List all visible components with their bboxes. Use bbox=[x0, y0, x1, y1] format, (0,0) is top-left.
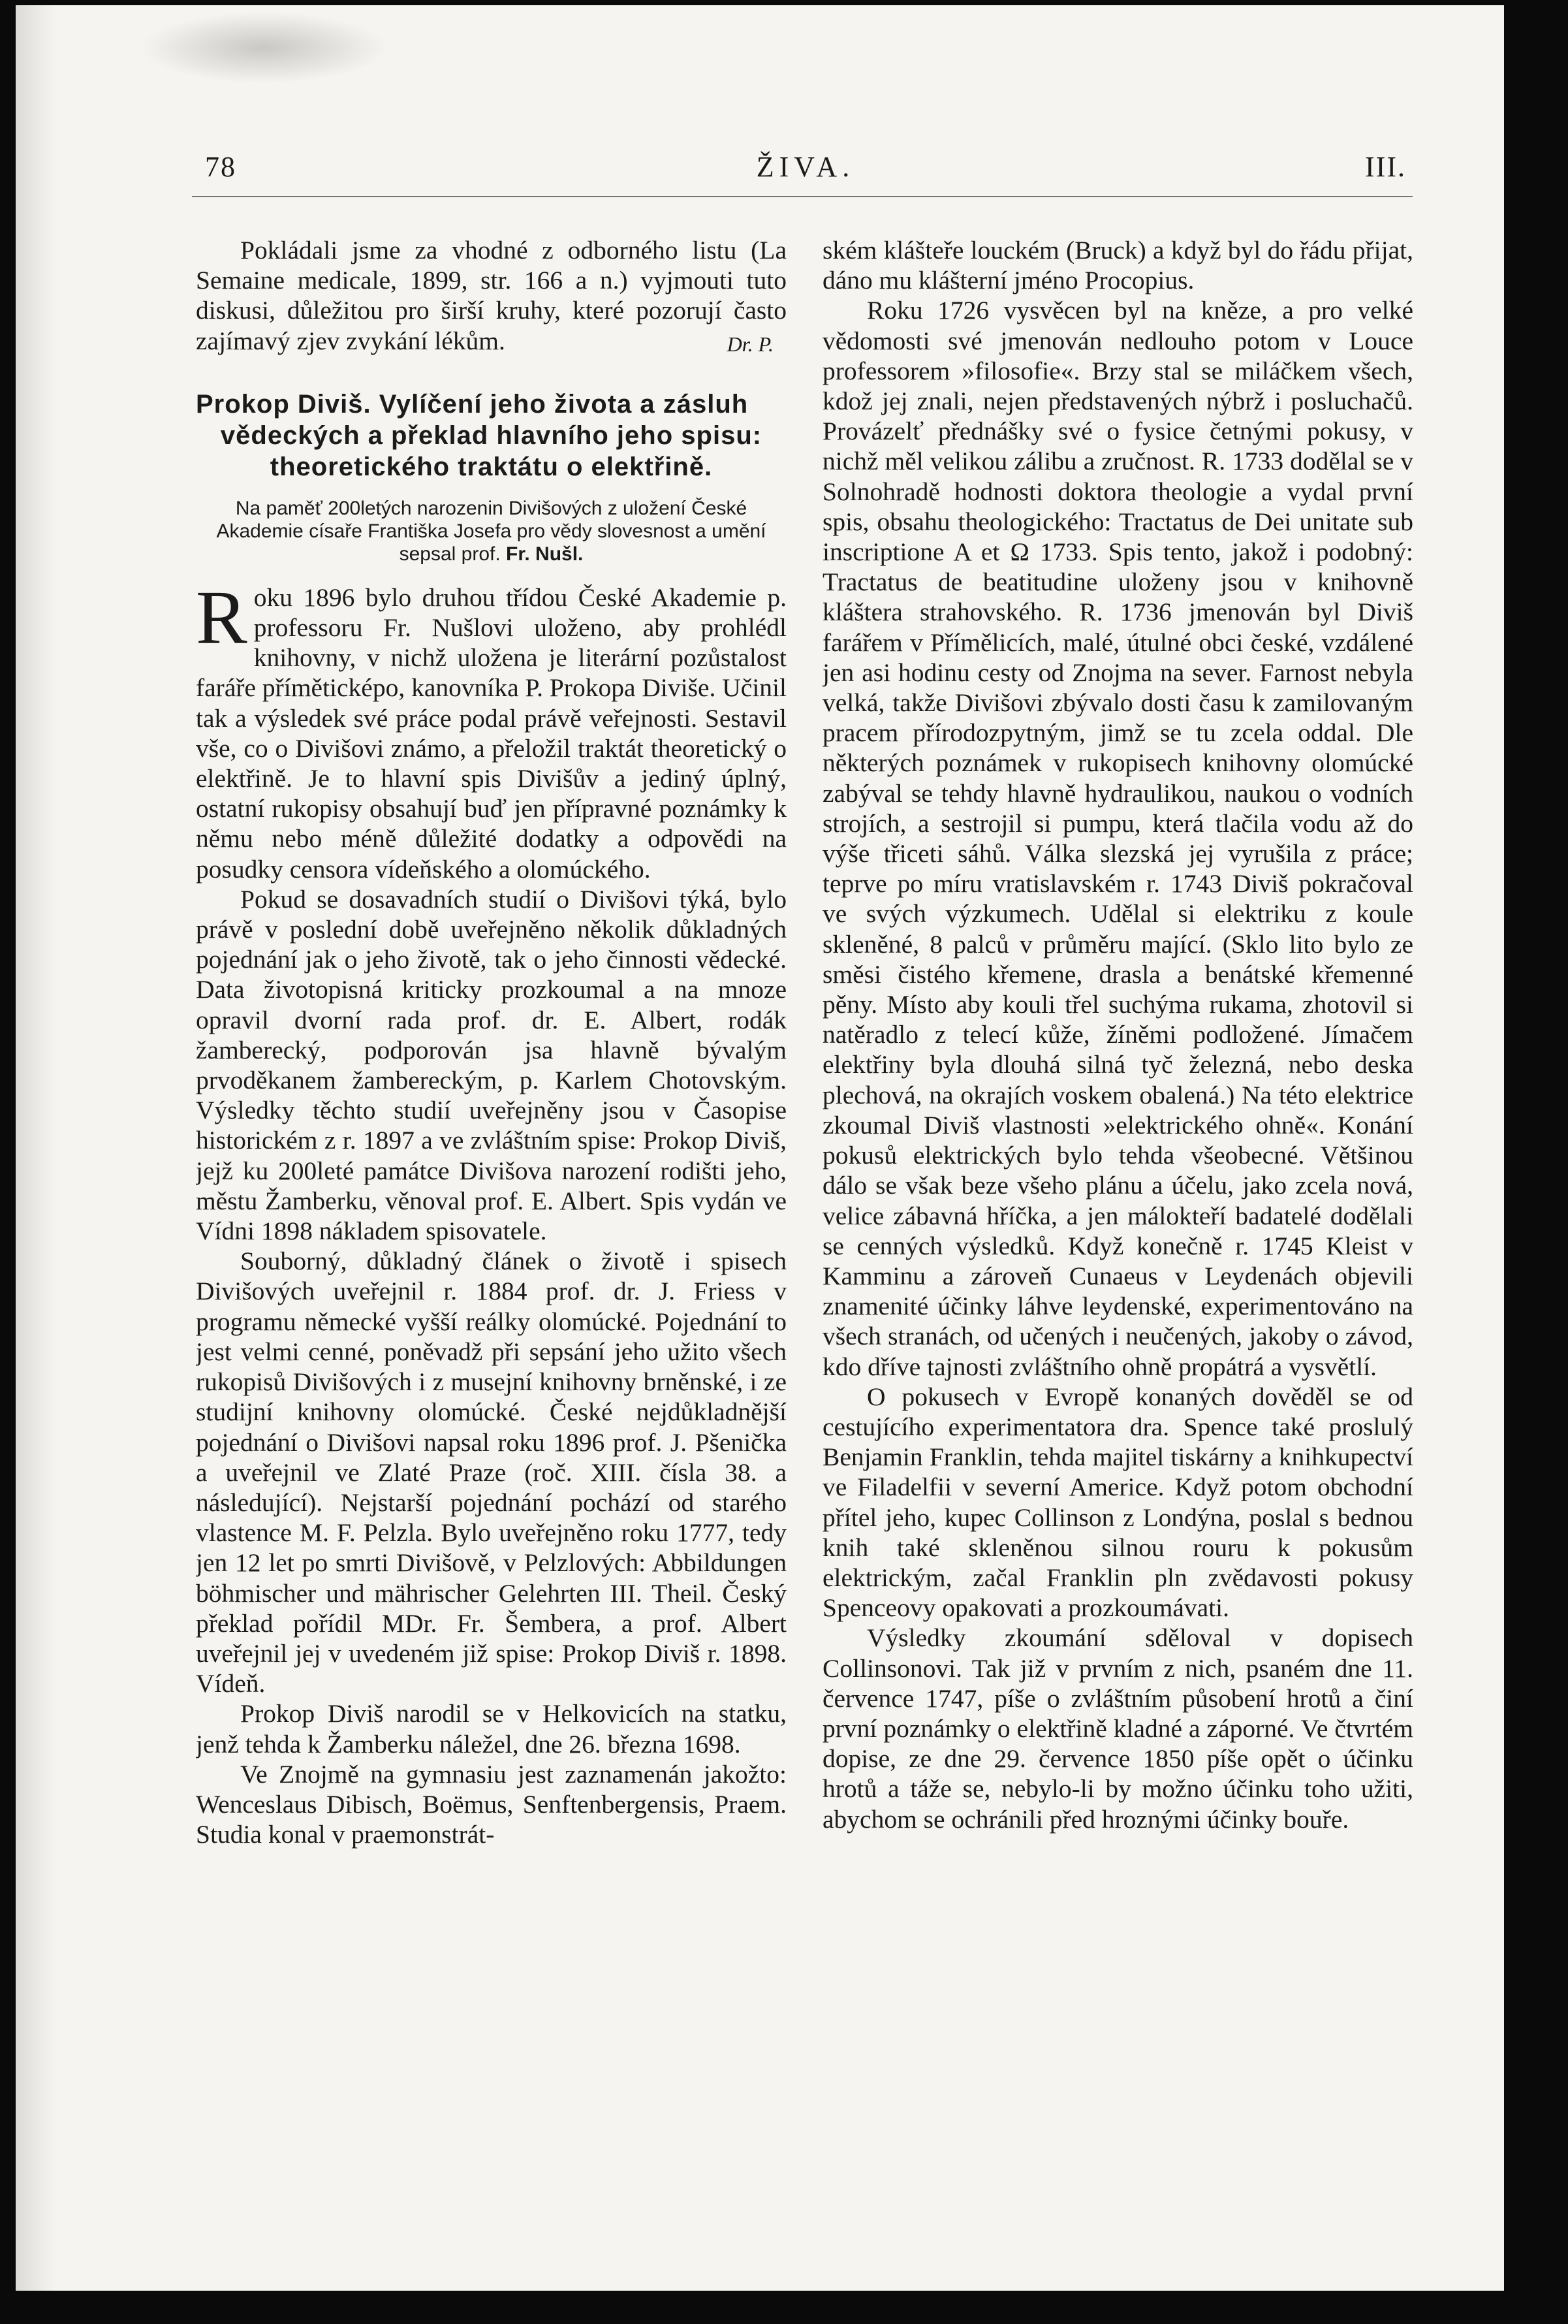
paragraph: Ve Znojmě na gymnasiu jest zaznamenán jakožto: Wenceslaus Dibisch, Boëmus, Senftenbergensis, Praem. Studia konal v praemonstrát- bbox=[196, 1759, 787, 1849]
right-column bbox=[823, 235, 1413, 2090]
drop-cap: R bbox=[196, 574, 247, 660]
header-rule bbox=[192, 196, 1413, 197]
article-title-line: theoretického traktátu o elektřině. bbox=[270, 452, 713, 481]
scan-edge-shadow bbox=[16, 5, 55, 2291]
scan-smudge bbox=[140, 12, 388, 84]
journal-title: ŽIVA. bbox=[756, 151, 855, 183]
article-title-line: vědeckých a překlad hlavního jeho spisu: bbox=[220, 421, 762, 450]
page-number: 78 bbox=[205, 151, 236, 183]
running-header bbox=[205, 150, 1406, 196]
paragraph: Pokud se dosavadních studií o Divišovi týká, bylo právě v poslední době uveřejněno několik důkladných pojednání jak o jeho životě, tak o jeho činnosti vědecké. Data životopisná kriticky prozkoumal a na mnoze opravil dvorní rada prof. dr. E. Albert, rodák žamberecký, podporován jsa hlavně bývalým prvoděkanem žambereckým, p. Karlem Chotovským. Výsledky těchto studií uveřejněny jsou v Časopise historickém z r. 1897 a ve zvláštním spise: Prokop Diviš, jejž ku 200leté památce Divišova narození rodišti jeho, městu Žamberku, věnoval prof. E. Albert. Spis vydán ve Vídni 1898 nákladem spisovatele. bbox=[196, 884, 787, 1246]
intro-signature: Dr. P. bbox=[727, 332, 774, 356]
paragraph: Roku 1726 vysvěcen byl na kněze, a pro velké vědomosti své jmenován nedlouho potom v Louce professorem »filosofie«. Brzy stal se miláčkem všech, kdož jej znali, nejen představených nýbrž i posluchačů. Provázelť přednášky své o fysice četnými pokusy, v nichž měl velikou zálibu a zručnost. R. 1733 dodělal se v Solnohradě hodnosti doktora theologie a vydal první spis, obsahu theologického: Tractatus de Dei unitate sub inscriptione A et Ω 1733. Spis tento, jakož i podobný: Tractatus de beatitudine uloženy jsou v knihovně kláštera strahovského. R. 1736 jmenován byl Diviš farářem v Přímělicích, malé, útulné obci české, vzdálené jen asi hodinu cesty od Znojma na sever. Farnost nebyla velká, takže Divišovi zbývalo dosti času k zamilovaným pracem přírodozpytným, jimž se tu zcela oddal. Dle některých poznámek v rukopisech knihovny olomúcké zabýval se tehdy hlavně hydraulikou, naukou o vodních strojích, a sestrojil si pumpu, která tlačila vodu až do výše třiceti sáhů. Válka slezská jej vyrušila z práce; teprve po míru vratislavském r. 1743 Diviš pokračoval ve svých výzkumech. Udělal si elektriku z koule skleněné, 8 palců v průměru mající. (Sklo lito bylo ze směsi čistého křemene, drasla a benátské křemenné pěny. Místo aby kouli třel suchýma rukama, zhotovil si natěradlo z telecí kůže, žíněmi podložené. Jímačem elektřiny byla dlouhá silná tyč železná, nebo deska plechová, na okrajích voskem obalená.) Na této elektrice zkoumal Diviš vlastnosti »elektrického ohně«. Konání pokusů elektrických bylo tehda všeobecné. Většinou dálo se však beze všeho plánu a účelu, jako zcela nová, velice zábavná hříčka, a jen málokteří badatelé dodělali se cenných výsledků. Když konečně r. 1745 Kleist v Kamminu a zároveň Cunaeus v Leydenách objevili znamenité účinky láhve leydenské, experimentováno na všech stranách, od učených i neučených, jakoby o závod, kdo dříve tajnosti zvláštního ohně propátrá a vysvětlí. bbox=[823, 296, 1413, 1381]
dedication-author: Fr. Nušl. bbox=[506, 543, 584, 565]
article-title-line: Prokop Diviš. Vylíčení jeho života a zásluh bbox=[196, 389, 749, 419]
paragraph: Prokop Diviš narodil se v Helkovicích na statku, jenž tehda k Žamberku náležel, dne 26. března 1698. bbox=[196, 1699, 787, 1759]
intro-paragraph: Pokládali jsme za vhodné z odborného listu (La Semaine medicale, 1899, str. 166 a n.) vyjmouti tuto diskusi, důležitou pro širší kruhy, které pozorují často zajímavý zjev zvykání lékům. bbox=[196, 236, 787, 355]
paragraph: ském klášteře louckém (Bruck) a když byl do řádu přijat, dáno mu klášterní jméno Procopius. bbox=[823, 236, 1413, 295]
paragraph bbox=[196, 574, 787, 884]
article-title bbox=[196, 389, 787, 483]
volume-number: III. bbox=[1365, 151, 1406, 183]
paragraph: O pokusech v Evropě konaných dověděl se od cestujícího experimentatora dra. Spence také proslulý Benjamin Franklin, tehda majitel tiskárny a knihkupectví ve Filadelfii v severní Americe. Když potom obchodní přítel jeho, kupec Collinson z Londýna, poslal s bednou knih také skleněnou silnou rouru k pokusům elektrickým, začal Franklin pln zvědavosti pokusy Spenceovy opakovati a prozkoumávati. bbox=[823, 1382, 1413, 1623]
paragraph: Výsledky zkoumání sděloval v dopisech Collinsonovi. Tak již v prvním z nich, psaném dne 11. července 1747, píše o zvláštním působení hrotů a činí první poznámky o elektřině kladné a záporné. Ve čtvrtém dopise, ze dne 29. července 1850 píše opět o účinku hrotů a táže se, nebylo-li by možno účinku toho užiti, abychom se ochránili před hroznými účinky bouře. bbox=[823, 1623, 1413, 1834]
paragraph-text: oku 1896 bylo druhou třídou České Akademie p. professoru Fr. Nušlovi uloženo, aby prohlédl knihovny, v nichž uložena je literární pozůstalost faráře příměticképo, kanovníka P. Prokopa Diviše. Učinil tak a výsledek své práce podal právě veřejnosti. Sestavil vše, co o Divišovi známo, a přeložil traktát theoretický o elektřině. Je to hlavní spis Divišův a jediný úplný, ostatní rukopisy obsahují buď jen přípravné poznámky k němu nebo méně důležité dodatky a odpovědi na posudky censora vídeňského a olomúckého. bbox=[196, 582, 787, 883]
left-column bbox=[196, 235, 787, 2090]
dedication-text: Na paměť 200letých narozenin Divišových z uložení České Akademie císaře Františka Josefa pro vědy slovesnost a umění sepsal prof. bbox=[216, 497, 766, 565]
journal-page bbox=[16, 5, 1504, 2291]
dedication-note bbox=[196, 497, 787, 565]
paragraph: Souborný, důkladný článek o životě i spisech Divišových uveřejnil r. 1884 prof. dr. J. Friess v programu německé vyšší reálky olomúcké. Pojednání to jest velmi cenné, poněvadž při sepsání jeho užito všech rukopisů Divišových i z musejní knihovny brněnské, i ze studijní knihovny olomúcké. České nejdůkladnější pojednání o Divišovi napsal roku 1896 prof. J. Pšenička a uveřejnil ve Zlaté Praze (roč. XIII. čísla 38. a následující). Nejstarší pojednání pochází od starého vlastence M. F. Pelzla. Bylo uveřejněno roku 1777, tedy jen 12 let po smrti Divišově, v Pelzlových: Abbildungen böhmischer und mährischer Gelehrten III. Theil. Český překlad pořídil MDr. Fr. Šembera, a prof. Albert uveřejnil jej v uvedeném již spise: Prokop Diviš r. 1898. Vídeň. bbox=[196, 1247, 787, 1698]
